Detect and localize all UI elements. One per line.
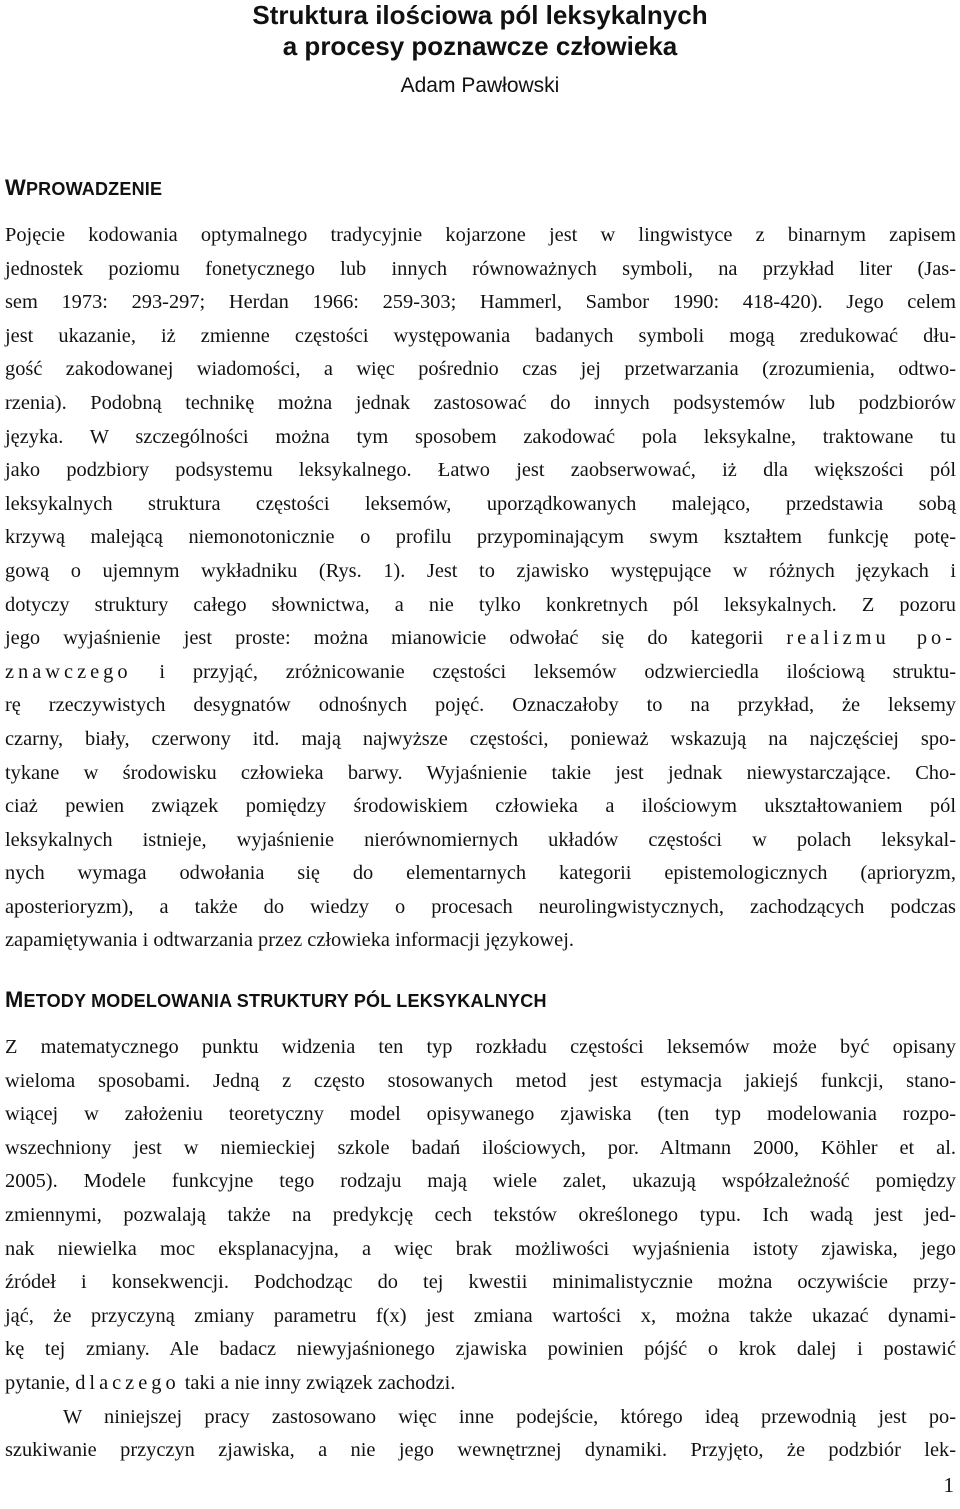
text-segment: pytanie, xyxy=(5,1371,76,1394)
text-line: Pojęcie kodowania optymalnego tradycyjnie kojarzone jest w lingwistyce z binarnym zapisem xyxy=(5,224,956,246)
text-line: jest ukazanie, iż zmienne częstości występowania badanych symboli mogą zredukować dłu- xyxy=(5,324,956,347)
heading-initial: W xyxy=(5,175,26,200)
text-line: rę rzeczywistych desygnatów odnośnych pojęć. Oznaczałoby to na przykład, że leksemy xyxy=(5,694,956,717)
text-line xyxy=(5,622,956,656)
paper-author: Adam Pawłowski xyxy=(400,74,560,97)
text-line: 2005). Modele funkcyjne tego rodzaju mają wiele zalet, ukazują współzależność pomiędzy xyxy=(5,1170,956,1193)
text-segment: jego wyjaśnienie jest proste: można mianowicie odwołać się do kategorii xyxy=(5,627,787,650)
text-line: sem 1973: 293-297; Herdan 1966: 259-303; Hammerl, Sambor 1990: 418-420). Jego celem xyxy=(5,291,956,314)
text-line: źródeł i konsekwencji. Podchodząc do tej kwestii minimalistycznie można oczywiście przy- xyxy=(5,1271,956,1294)
section-heading-introduction xyxy=(5,176,162,201)
text-line: ciaż pewien związek pomiędzy środowiskiem człowieka a ilościowym ukształtowaniem pól xyxy=(5,795,956,818)
text-line: jako podzbiory podsystemu leksykalnego. Łatwo jest zaobserwować, iż dla większości pól xyxy=(5,459,956,482)
heading-initial: M xyxy=(5,987,24,1012)
text-line: wszechniony jest w niemieckiej szkole badań ilościowych, por. Altmann 2000, Köhler et al. xyxy=(5,1136,956,1159)
paper-title-line-2: a procesy poznawcze człowieka xyxy=(282,31,678,61)
text-line xyxy=(5,656,956,690)
heading-rest: ETODY MODELOWANIA STRUKTURY PÓL LEKSYKALNYCH xyxy=(23,991,547,1011)
page-number: 1 xyxy=(943,1473,954,1497)
text-line: nych wymaga odwołania się do elementarnych kategorii epistemologicznych (aprioryzm, xyxy=(5,862,956,885)
text-line: jąć, że przyczyną zmiany parametru f(x) jest zmiana wartości x, można także ukazać dynami- xyxy=(5,1304,956,1327)
emphasized-term: znawczego xyxy=(5,660,132,683)
text-line: wiącej w założeniu teoretyczny model opisywanego zjawiska (ten typ modelowania rozpo- xyxy=(5,1103,956,1126)
text-line: języka. W szczególności można tym sposobem zakodować pola leksykalne, traktowane tu xyxy=(5,425,956,448)
text-line: tykane w środowisku człowieka barwy. Wyjaśnienie takie jest jednak niewystarczające. Cho- xyxy=(5,761,956,784)
text-line: nak niewielka moc eksplanacyjna, a więc brak możliwości wyjaśnienia istoty zjawiska, jego xyxy=(5,1237,956,1260)
text-line: rzenia). Podobną technikę można jednak zastosować do innych podsystemów lub podzbiorów xyxy=(5,391,956,414)
emphasized-term: dlaczego xyxy=(75,1371,180,1394)
heading-rest: PROWADZENIE xyxy=(25,179,163,199)
text-line: zmiennymi, pozwalają także na predykcję cech tekstów określonego typu. Ich wadą jest jed- xyxy=(5,1203,956,1226)
paper-title-line-1: Struktura ilościowa pól leksykalnych xyxy=(252,0,708,30)
text-line xyxy=(5,1367,956,1401)
text-line: krzywą malejącą niemonotonicznie o profilu przypominającym swym kształtem funkcję potę- xyxy=(5,526,956,549)
text-line: gową o ujemnym wykładniku (Rys. 1). Jest to zjawisko występujące w różnych językach i xyxy=(5,559,956,582)
text-segment: i przyjąć, zróżnicowanie częstości leksemów odzwierciedla ilościową struktu- xyxy=(131,660,956,683)
text-segment: taki a nie inny związek zachodzi. xyxy=(179,1371,456,1394)
introduction-paragraph xyxy=(5,219,956,958)
text-line: szukiwanie przyczyn zjawiska, a nie jego wewnętrznej dynamiki. Przyjęto, że podzbiór lek- xyxy=(5,1439,956,1462)
text-line: leksykalnych struktura częstości leksemów, uporządkowanych malejąco, przedstawia sobą xyxy=(5,492,956,515)
text-line: dotyczy struktury całego słownictwa, a nie tylko konkretnych pól leksykalnych. Z pozoru xyxy=(5,593,956,616)
text-line: czarny, biały, czerwony itd. mają najwyższe częstości, ponieważ wskazują na najczęściej spo- xyxy=(5,727,956,750)
text-line: zapamiętywania i odtwarzania przez człowieka informacji językowej. xyxy=(5,929,574,952)
text-line: kę tej zmiany. Ale badacz niewyjaśnionego zjawiska powinien pójść o krok dalej i postawić xyxy=(5,1338,956,1361)
text-line: jednostek poziomu fonetycznego lub innych równoważnych symboli, na przykład liter (Jas- xyxy=(5,257,956,280)
emphasized-term: realizmu po- xyxy=(786,627,956,650)
text-line: Z matematycznego punktu widzenia ten typ rozkładu częstości leksemów może być opisany xyxy=(5,1036,956,1058)
text-line: leksykalnych istnieje, wyjaśnienie nierównomiernych układów częstości w polach leksykal- xyxy=(5,828,956,851)
text-line: wieloma sposobami. Jedną z często stosowanych metod jest estymacja jakiejś funkcji, stano- xyxy=(5,1069,956,1092)
methods-paragraph xyxy=(5,1031,956,1468)
text-line: gość zakodowanej wiadomości, a więc pośrednio czas jej przetwarzania (zrozumienia, odtwo- xyxy=(5,358,956,381)
section-heading-methods xyxy=(5,988,547,1013)
text-line: W niniejszej pracy zastosowano więc inne podejście, którego ideą przewodnią jest po- xyxy=(63,1405,956,1428)
text-line: aposterioryzm), a także do wiedzy o procesach neurolingwistycznych, zachodzących podczas xyxy=(5,895,956,918)
